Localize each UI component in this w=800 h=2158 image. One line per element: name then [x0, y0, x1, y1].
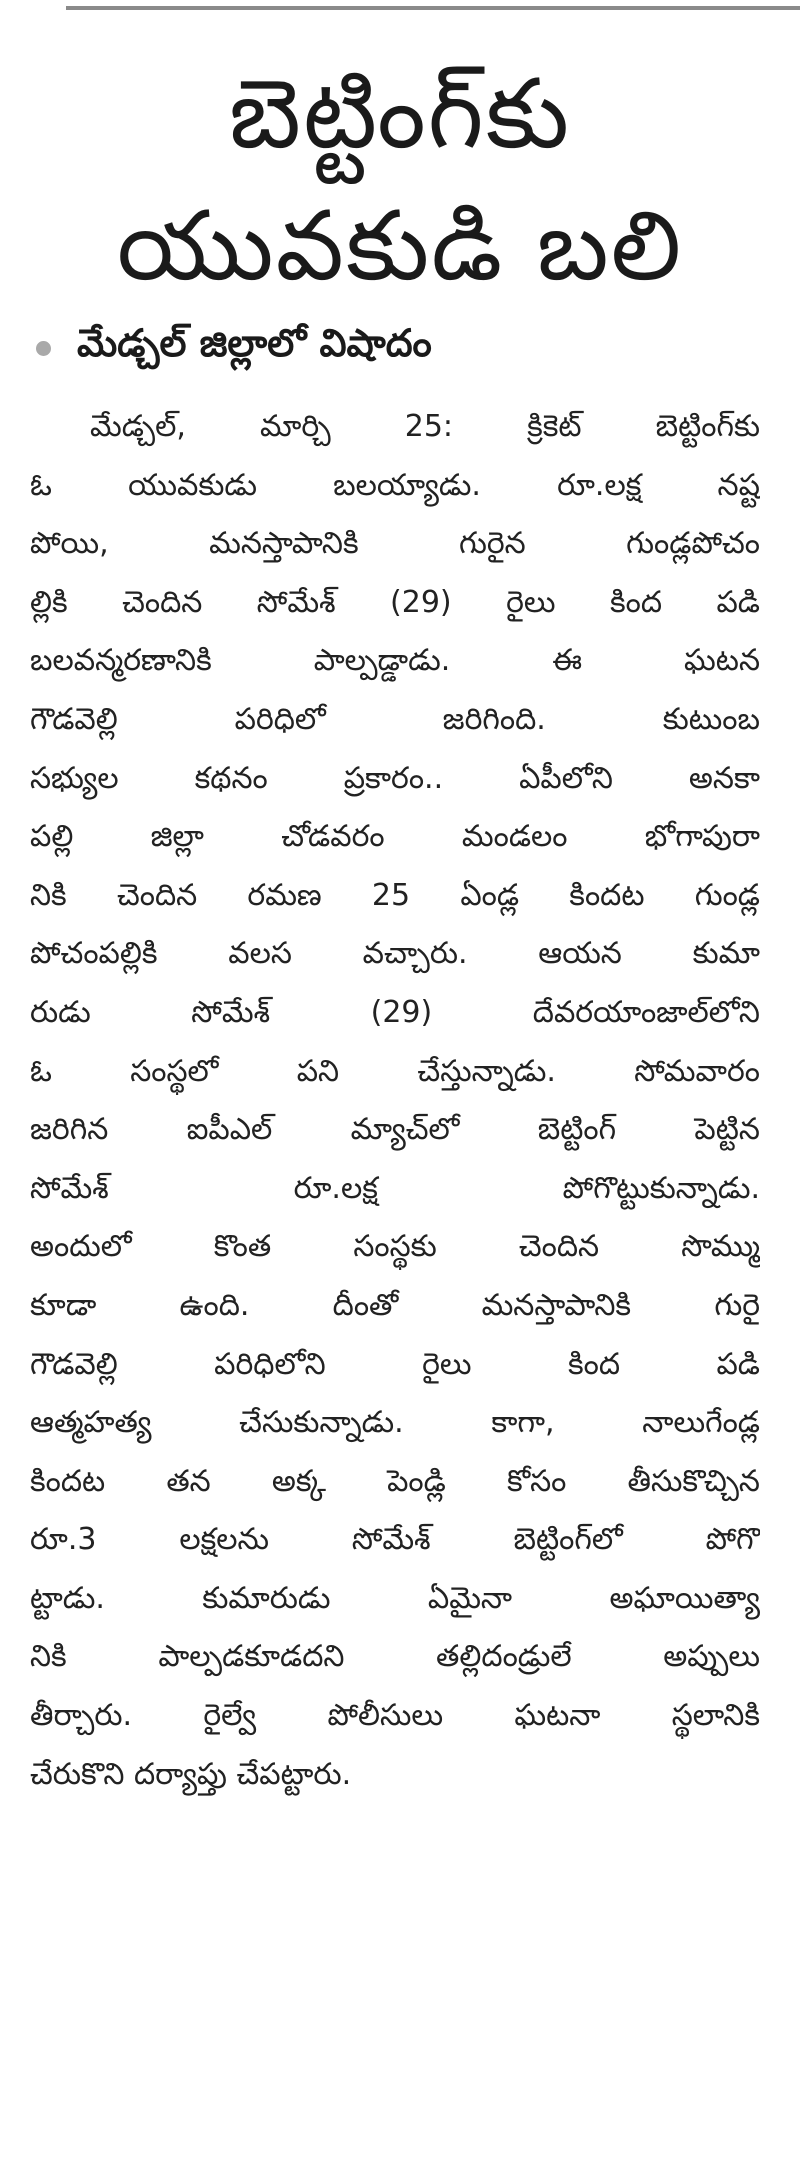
article-body-line: నికి చెందిన రమణ 25 ఏండ్ల కిందట గుండ్ల [30, 877, 760, 913]
article-body [30, 398, 760, 1804]
article-body-line: రుడు సోమేశ్‌ (29) దేవరయాంజాల్‌లోని [30, 994, 760, 1030]
headline-line-1: బెట్టింగ్‌కు [228, 58, 572, 170]
headline-line-2: యువకుడి బలి [116, 190, 684, 302]
article-body-line: గౌడవెల్లి పరిధిలోని రైలు కింద పడి [30, 1346, 760, 1382]
article-body-line: కూడా ఉంది. దీంతో మనస్తాపానికి గురై [30, 1287, 760, 1323]
bullet-icon [36, 341, 51, 356]
article-body-line: ల్లికి చెందిన సోమేశ్‌ (29) రైలు కింద పడి [30, 584, 760, 620]
article-body-line: పల్లి జిల్లా చోడవరం మండలం భోగాపురా [30, 819, 760, 855]
headline [40, 48, 760, 312]
top-divider-rule [66, 6, 800, 10]
article-body-line: నికి పాల్పడకూడదని తల్లిదండ్రులే అప్పులు [30, 1639, 760, 1675]
article-body-line: సభ్యుల కథనం ప్రకారం.. ఏపీలోని అనకా [30, 760, 760, 796]
article-body-line: అందులో కొంత సంస్థకు చెందిన సొమ్ము [30, 1229, 760, 1265]
article-body-line: మేడ్చల్‌, మార్చి 25: క్రికెట్‌ బెట్టింగ్‌కు [90, 409, 760, 444]
article-body-line: కిందట తన అక్క పెండ్లి కోసం తీసుకొచ్చిన [30, 1463, 760, 1499]
article-body-line: రూ.3 లక్షలను సోమేశ్‌ బెట్టింగ్‌లో పోగొ [30, 1522, 760, 1558]
article-body-line: గౌడవెల్లి పరిధిలో జరిగింది. కుటుంబ [30, 701, 760, 737]
article-body-line: ట్టాడు. కుమారుడు ఏమైనా అఘాయిత్యా [30, 1580, 760, 1616]
article-body-line: సోమేశ్‌ రూ.లక్ష పోగొట్టుకున్నాడు. [30, 1170, 760, 1206]
article-body-line: జరిగిన ఐపీఎల్‌ మ్యాచ్‌లో బెట్టింగ్‌ పెట్టిన [30, 1112, 760, 1148]
article-body-line: చేరుకొని దర్యాప్తు చేపట్టారు. [30, 1756, 352, 1792]
subheadline-text: మేడ్చల్‌ జిల్లాలో విషాదం [77, 321, 432, 365]
article-body-line: పోయి, మనస్తాపానికి గురైన గుండ్లపోచం [30, 526, 760, 562]
article-body-line: బలవన్మరణానికి పాల్పడ్డాడు. ఈ ఘటన [30, 643, 760, 679]
article-body-line: పోచంపల్లికి వలస వచ్చారు. ఆయన కుమా [30, 936, 760, 972]
article-body-line: ఆత్మహత్య చేసుకున్నాడు. కాగా, నాలుగేండ్ల [30, 1405, 760, 1441]
article-body-line: తీర్చారు. రైల్వే పోలీసులు ఘటనా స్థలానికి [30, 1698, 760, 1734]
article-body-line: ఓ యువకుడు బలయ్యాడు. రూ.లక్ష నష్ట [30, 467, 760, 503]
subheadline [36, 318, 756, 378]
article-body-line: ఓ సంస్థలో పని చేస్తున్నాడు. సోమవారం [30, 1053, 760, 1089]
